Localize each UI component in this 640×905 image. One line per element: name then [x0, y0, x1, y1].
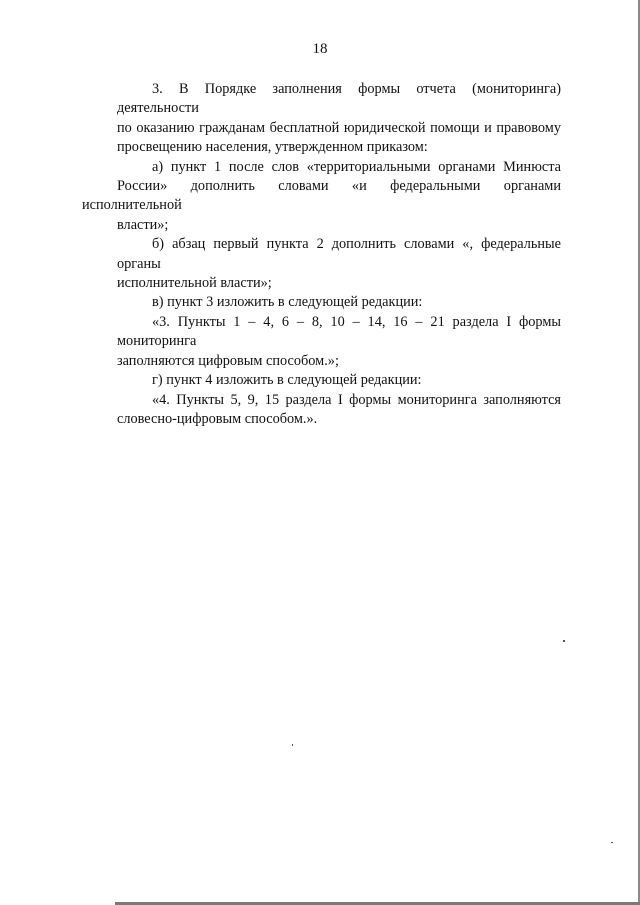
text-line: власти»;: [117, 216, 169, 233]
text-line: в) пункт 3 изложить в следующей редакции:: [152, 294, 423, 311]
text-line: 3. В Порядке заполнения формы отчета (мониторинга) деятельности: [117, 81, 561, 117]
paragraph-item-v: [82, 293, 561, 312]
text-line: б) абзац первый пункта 2 дополнить словами «, федеральные органы: [117, 236, 561, 272]
text-line: г) пункт 4 изложить в следующей редакции:: [152, 372, 422, 389]
text-line: заполняются цифровым способом.»;: [117, 352, 339, 369]
scan-speck: [611, 842, 613, 843]
text-line: России» дополнить словами «и федеральными органами исполнительной: [82, 178, 561, 214]
text-line: по оказанию гражданам бесплатной юридической помощи и правовому: [117, 119, 561, 136]
text-line: «4. Пункты 5, 9, 15 раздела I формы мониторинга заполняются: [152, 391, 561, 408]
text-line: просвещению населения, утвержденном приказом:: [117, 139, 428, 156]
paragraph-item-g: [82, 371, 561, 390]
text-line: словесно-цифровым способом.».: [117, 410, 318, 427]
text-line: исполнительной власти»;: [117, 275, 272, 292]
paragraph-item-a: [82, 158, 561, 236]
paragraph-item-b: [82, 235, 561, 293]
scan-speck: [563, 640, 565, 642]
document-body: [82, 80, 561, 429]
paragraph-quote-4: [82, 391, 561, 430]
page-number: 18: [312, 41, 328, 57]
paragraph-3-intro: [82, 80, 561, 158]
scan-speck: [292, 744, 293, 746]
text-line: а) пункт 1 после слов «территориальными органами Минюста: [152, 158, 561, 175]
paragraph-quote-3: [82, 313, 561, 371]
text-line: «3. Пункты 1 – 4, 6 – 8, 10 – 14, 16 – 21 раздела I формы мониторинга: [117, 313, 561, 350]
